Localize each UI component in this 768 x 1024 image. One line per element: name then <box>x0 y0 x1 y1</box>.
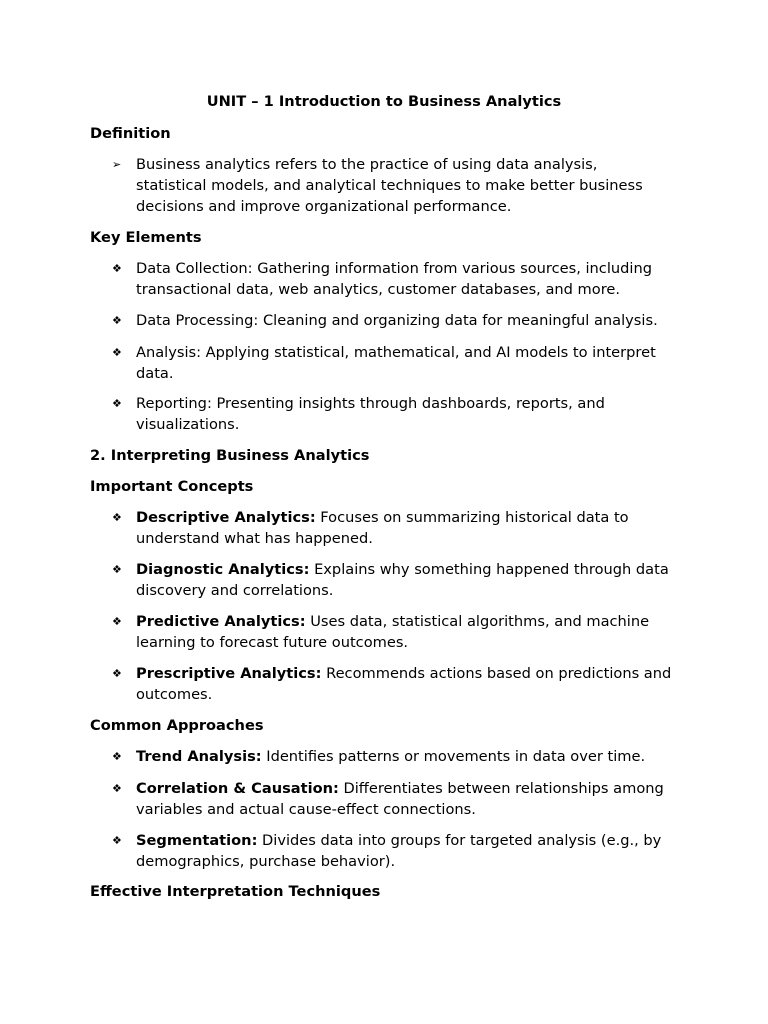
diamond-bullet-icon: ❖ <box>112 667 122 680</box>
list-item <box>112 342 672 384</box>
list-item <box>112 559 672 601</box>
item-text <box>136 559 672 601</box>
list-item <box>112 663 672 705</box>
heading-common-approaches: Common Approaches <box>90 717 264 734</box>
heading-interpreting: 2. Interpreting Business Analytics <box>90 447 370 464</box>
item-body: Focuses on summarizing historical data to understand what has happened. <box>136 509 629 547</box>
diamond-bullet-icon: ❖ <box>112 615 122 628</box>
list-item <box>112 258 672 300</box>
diamond-bullet-icon: ❖ <box>112 511 122 524</box>
item-lead: Correlation & Causation: <box>136 780 339 797</box>
diamond-bullet-icon: ❖ <box>112 397 122 410</box>
list-item <box>112 778 672 820</box>
item-lead: Segmentation: <box>136 832 258 849</box>
document-title: UNIT – 1 Introduction to Business Analytics <box>206 93 562 110</box>
list-item <box>112 154 672 217</box>
item-body: Explains why something happened through data discovery and correlations. <box>136 561 669 599</box>
list-item <box>112 611 672 653</box>
arrow-bullet-icon: ➢ <box>112 158 122 171</box>
item-body: Recommends actions based on predictions and outcomes. <box>136 665 672 703</box>
list-item <box>112 393 672 435</box>
item-text <box>136 507 672 549</box>
item-text: Data Collection: Gathering information from various sources, including transactional data, web analytics, customer databases, and more. <box>136 260 652 298</box>
diamond-bullet-icon: ❖ <box>112 782 122 795</box>
item-body: Divides data into groups for targeted analysis (e.g., by demographics, purchase behavior). <box>136 832 662 870</box>
heading-important-concepts: Important Concepts <box>90 478 254 495</box>
item-lead: Diagnostic Analytics: <box>136 561 310 578</box>
diamond-bullet-icon: ❖ <box>112 563 122 576</box>
heading-effective-interpretation: Effective Interpretation Techniques <box>90 883 381 900</box>
list-item <box>112 507 672 549</box>
item-text <box>136 830 672 872</box>
item-text <box>136 746 672 767</box>
list-item <box>112 830 672 872</box>
item-text <box>136 663 672 705</box>
item-lead: Predictive Analytics: <box>136 613 306 630</box>
item-text <box>136 778 672 820</box>
diamond-bullet-icon: ❖ <box>112 262 122 275</box>
list-item <box>112 746 672 767</box>
item-lead: Descriptive Analytics: <box>136 509 316 526</box>
item-text <box>136 611 672 653</box>
item-lead: Prescriptive Analytics: <box>136 665 322 682</box>
diamond-bullet-icon: ❖ <box>112 314 122 327</box>
diamond-bullet-icon: ❖ <box>112 834 122 847</box>
list-item <box>112 310 672 331</box>
heading-definition: Definition <box>90 125 171 142</box>
item-text: Reporting: Presenting insights through dashboards, reports, and visualizations. <box>136 395 605 433</box>
heading-key-elements: Key Elements <box>90 229 202 246</box>
item-text: Analysis: Applying statistical, mathematical, and AI models to interpret data. <box>136 344 656 382</box>
item-body: Uses data, statistical algorithms, and machine learning to forecast future outcomes. <box>136 613 650 651</box>
diamond-bullet-icon: ❖ <box>112 346 122 359</box>
item-body: Differentiates between relationships among variables and actual cause-effect connections. <box>136 780 664 818</box>
item-body: Identifies patterns or movements in data over time. <box>261 748 646 765</box>
item-lead: Trend Analysis: <box>136 748 262 765</box>
diamond-bullet-icon: ❖ <box>112 750 122 763</box>
item-text: Data Processing: Cleaning and organizing data for meaningful analysis. <box>136 312 658 329</box>
item-text: Business analytics refers to the practice of using data analysis, statistical models, and analytical techniques to make better business decisions and improve organizational performance. <box>136 156 643 215</box>
